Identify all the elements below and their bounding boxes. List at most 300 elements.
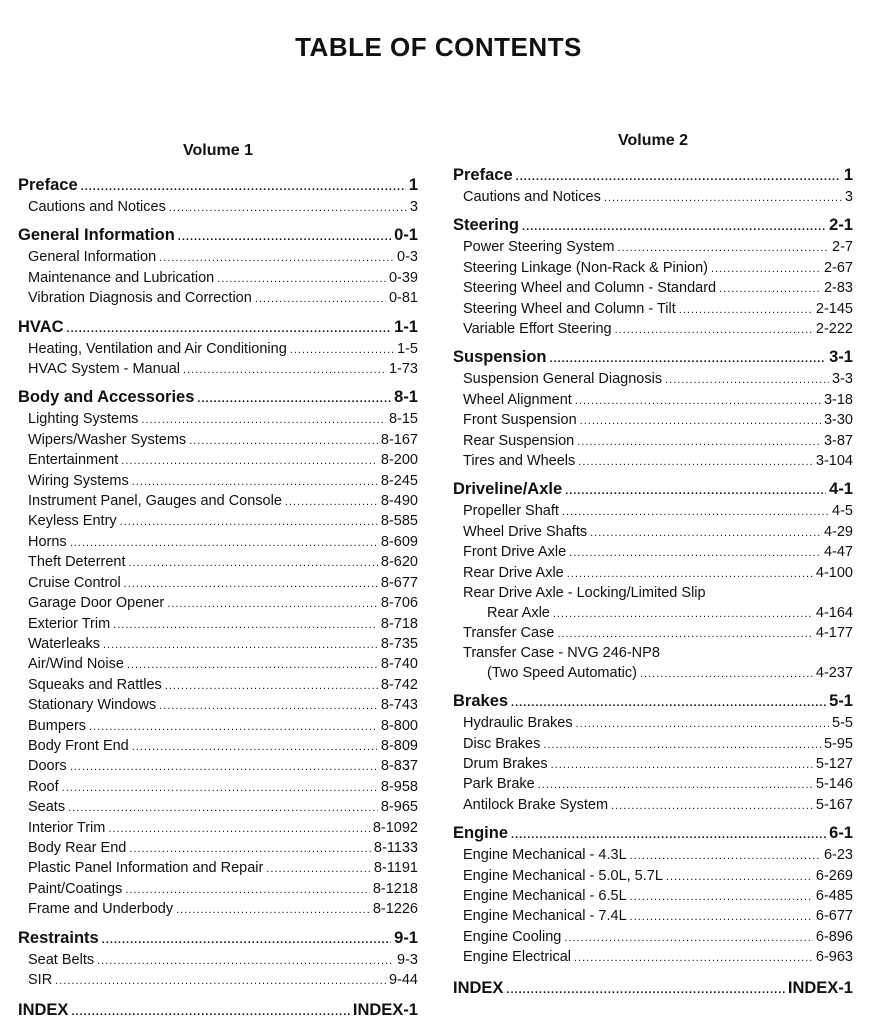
leader-dots (511, 824, 826, 846)
entry-page: 8-718 (380, 615, 418, 632)
toc-entry[interactable] (453, 735, 853, 755)
section-title: HVAC (18, 317, 64, 336)
entry-label: Power Steering System (463, 239, 615, 256)
entry-page: 8-958 (380, 778, 418, 795)
section-title: Suspension (453, 348, 547, 367)
leader-dots (711, 260, 821, 279)
toc-entry[interactable] (18, 472, 418, 492)
entry-label: HVAC System - Manual (28, 361, 181, 378)
leader-dots (141, 411, 386, 430)
entry-label: Instrument Panel, Gauges and Console (28, 493, 282, 510)
toc-entry[interactable] (453, 775, 853, 795)
toc-section (18, 316, 418, 381)
entry-page: 2-83 (823, 280, 853, 297)
section-title: Brakes (453, 692, 509, 711)
leader-dots (576, 715, 829, 734)
entry-page: 3 (844, 189, 853, 205)
entry-page: 9-3 (397, 951, 418, 968)
entry-label: (Two Speed Automatic) (487, 664, 637, 681)
leader-dots (577, 433, 821, 452)
toc-entry[interactable] (453, 259, 853, 279)
entry-page: 4-100 (815, 564, 853, 581)
section-header[interactable] (453, 822, 853, 846)
toc-entry[interactable] (18, 737, 418, 757)
leader-dots (62, 779, 378, 798)
section-page: 1-1 (394, 317, 418, 336)
leader-dots (266, 860, 371, 879)
leader-dots (132, 473, 378, 492)
toc-entry[interactable] (453, 370, 853, 390)
leader-dots (67, 318, 392, 340)
entry-label: Exterior Trim (28, 615, 111, 632)
toc-entry[interactable] (453, 948, 853, 968)
toc-entry[interactable] (18, 900, 418, 920)
entry-page: 8-809 (380, 737, 418, 754)
entry-label: Disc Brakes (463, 735, 541, 752)
toc-entry[interactable] (453, 279, 853, 299)
entry-label: Theft Deterrent (28, 554, 126, 571)
leader-dots (618, 239, 830, 258)
entry-label: Plastic Panel Information and Repair (28, 860, 264, 877)
entry-page: 9-44 (388, 972, 418, 988)
section-page: 5-1 (829, 692, 853, 711)
entry-page: 8-677 (380, 574, 418, 591)
leader-dots (129, 840, 371, 859)
section-header[interactable] (453, 690, 853, 714)
toc-entry[interactable] (18, 553, 418, 573)
entry-label: Cautions and Notices (463, 189, 601, 205)
leader-dots (159, 697, 378, 716)
toc-entry[interactable] (18, 533, 418, 553)
toc-entry[interactable] (453, 846, 853, 866)
entry-page: 4-177 (815, 624, 853, 641)
entry-page: 0-81 (388, 290, 418, 307)
entry-label: Squeaks and Rattles (28, 676, 162, 693)
toc-entry[interactable] (453, 188, 853, 208)
leader-dots (506, 979, 784, 1001)
leader-dots (189, 432, 378, 451)
toc-entry[interactable] (453, 796, 853, 816)
toc-entry[interactable] (453, 907, 853, 927)
entry-page: 1-5 (397, 340, 418, 357)
entry-label: Rear Drive Axle (463, 564, 564, 581)
entry-page: 4-164 (815, 604, 853, 621)
entry-page: 5-5 (832, 715, 853, 732)
leader-dots (165, 677, 378, 696)
entry-label: Steering Wheel and Column - Standard (463, 280, 717, 297)
leader-dots (578, 453, 813, 472)
leader-dots (167, 595, 378, 614)
entry-label: Wiring Systems (28, 472, 129, 489)
leader-dots (550, 348, 827, 370)
entry-label: Roof (28, 778, 59, 795)
entry-label: Body Front End (28, 737, 129, 754)
section-title: General Information (18, 226, 175, 245)
leader-dots (574, 949, 813, 968)
toc-entry[interactable] (453, 432, 853, 452)
toc-entry[interactable] (18, 289, 418, 309)
entry-page: 6-269 (815, 867, 853, 884)
toc-entry[interactable] (18, 512, 418, 532)
entry-page: 5-146 (815, 776, 853, 793)
leader-dots (176, 901, 370, 920)
entry-label: Maintenance and Lubrication (28, 269, 215, 286)
entry-label: Paint/Coatings (28, 880, 123, 897)
entry-page: 8-609 (380, 533, 418, 550)
index-entry[interactable] (18, 999, 418, 1023)
entry-label: Garage Door Opener (28, 595, 165, 612)
entry-page: 2-222 (815, 321, 853, 338)
leader-dots (113, 616, 378, 635)
leader-dots (538, 776, 813, 795)
toc-entry[interactable] (18, 971, 418, 991)
toc-entry[interactable] (18, 451, 418, 471)
toc-entry[interactable] (453, 624, 853, 644)
entry-label: Body Rear End (28, 839, 127, 856)
toc-entry[interactable] (453, 564, 853, 584)
toc-entry[interactable] (18, 696, 418, 716)
entry-label: Rear Axle (487, 604, 550, 621)
entry-label: Antilock Brake System (463, 796, 609, 813)
leader-dots (719, 280, 821, 299)
toc-entry[interactable] (453, 411, 853, 431)
leader-dots (630, 847, 821, 866)
toc-entry[interactable] (453, 867, 853, 887)
entry-label: Waterleaks (28, 635, 100, 652)
entry-page: 8-620 (380, 554, 418, 571)
leader-dots (81, 176, 406, 198)
entry-page: 8-837 (380, 758, 418, 775)
leader-dots (132, 738, 378, 757)
toc-entry[interactable] (18, 819, 418, 839)
toc-entry[interactable] (453, 887, 853, 907)
leader-dots (511, 692, 826, 714)
entry-label: Doors (28, 758, 67, 775)
volume-1-heading: Volume 1 (183, 142, 253, 159)
entry-label: Engine Mechanical - 6.5L (463, 887, 627, 904)
leader-dots (665, 371, 829, 390)
entry-label: Propeller Shaft (463, 503, 559, 520)
toc-entry[interactable] (18, 248, 418, 268)
entry-page: 6-23 (823, 847, 853, 864)
leader-dots (290, 341, 394, 360)
leader-dots (615, 321, 813, 340)
entry-page: 8-743 (380, 697, 418, 714)
toc-entry[interactable] (18, 198, 418, 218)
toc-section (18, 386, 418, 920)
index-page: INDEX-1 (787, 978, 853, 997)
entry-page: 8-585 (380, 513, 418, 530)
toc-entry[interactable] (18, 717, 418, 737)
section-page: 1 (843, 166, 853, 184)
entry-page: 6-963 (815, 949, 853, 966)
section-title: Engine (453, 824, 509, 843)
leader-dots (543, 736, 821, 755)
entry-label: Heating, Ventilation and Air Conditioning (28, 340, 287, 357)
entry-page: 0-3 (397, 249, 418, 266)
entry-page: 8-742 (380, 676, 418, 693)
toc-entry[interactable] (18, 615, 418, 635)
leader-dots (569, 544, 821, 563)
entry-label: Wheel Drive Shafts (463, 523, 588, 540)
entry-label: Wipers/Washer Systems (28, 431, 187, 448)
toc-entry[interactable] (18, 492, 418, 512)
toc-section (18, 927, 418, 992)
leader-dots (197, 388, 391, 410)
page-title: TABLE OF CONTENTS (295, 32, 582, 62)
entry-label: Vibration Diagnosis and Correction (28, 290, 252, 307)
leader-dots (557, 625, 813, 644)
toc-entry[interactable] (18, 798, 418, 818)
section-page: 0-1 (394, 226, 418, 245)
entry-label: Drum Brakes (463, 755, 548, 772)
entry-label: Bumpers (28, 717, 87, 734)
leader-dots (70, 758, 378, 777)
toc-entry[interactable] (453, 543, 853, 563)
toc-entry[interactable] (453, 502, 853, 522)
toc-entry[interactable] (18, 839, 418, 859)
leader-dots (127, 656, 378, 675)
entry-page: 4-29 (823, 523, 853, 540)
entry-page: 0-39 (388, 269, 418, 286)
entry-label: Entertainment (28, 452, 119, 469)
volume-2-column (453, 132, 853, 1001)
section-page: 6-1 (829, 824, 853, 843)
toc-entry[interactable] (453, 391, 853, 411)
entry-label: Engine Mechanical - 4.3L (463, 847, 627, 864)
entry-page: 3-30 (823, 412, 853, 429)
entry-label: SIR (28, 972, 53, 988)
index-title: INDEX (18, 1001, 69, 1020)
toc-entry[interactable] (18, 360, 418, 380)
index-entry[interactable] (453, 977, 853, 1001)
section-title: Restraints (18, 928, 99, 947)
leader-dots (590, 524, 821, 543)
leader-dots (553, 605, 813, 624)
section-header[interactable] (18, 927, 418, 951)
section-header[interactable] (453, 164, 853, 188)
section-page: 3-1 (829, 348, 853, 367)
entry-label: Rear Suspension (463, 432, 575, 449)
section-brakes (453, 690, 853, 816)
section-page: 2-1 (829, 216, 853, 235)
toc-entry[interactable] (18, 880, 418, 900)
section-page: 9-1 (394, 928, 418, 947)
section-header[interactable] (18, 316, 418, 340)
entry-page: 4-237 (815, 664, 853, 681)
toc-entry[interactable] (18, 757, 418, 777)
entry-page: 4-5 (832, 503, 853, 520)
leader-dots (565, 480, 826, 502)
toc-entry[interactable] (453, 320, 853, 340)
entry-label: Lighting Systems (28, 411, 139, 428)
entry-label: Suspension General Diagnosis (463, 371, 663, 388)
toc-entry[interactable] (453, 523, 853, 543)
section-driveline (453, 478, 853, 684)
index-page: INDEX-1 (352, 1001, 418, 1020)
leader-dots (551, 756, 813, 775)
leader-dots (666, 868, 813, 887)
leader-dots (611, 797, 813, 816)
entry-page: 3-87 (823, 432, 853, 449)
section-header[interactable] (18, 386, 418, 410)
section-page: 1 (408, 176, 418, 194)
entry-label: Tires and Wheels (463, 453, 576, 470)
leader-dots (121, 452, 378, 471)
toc-entry[interactable] (453, 714, 853, 734)
entry-label: Cruise Control (28, 574, 121, 591)
entry-label: Engine Mechanical - 5.0L, 5.7L (463, 867, 663, 884)
leader-dots (159, 249, 394, 268)
leader-dots (630, 888, 813, 907)
entry-page: 8-245 (380, 472, 418, 489)
section-page: 4-1 (829, 480, 853, 499)
entry-label: Wheel Alignment (463, 391, 572, 408)
leader-dots (71, 1001, 349, 1023)
toc-section (18, 224, 418, 309)
entry-page: 3 (409, 199, 418, 215)
toc-entry[interactable] (453, 300, 853, 320)
toc-entry[interactable] (18, 655, 418, 675)
toc-entry[interactable] (453, 604, 853, 624)
leader-dots (516, 166, 841, 188)
entry-page: 8-965 (380, 799, 418, 816)
leader-dots (89, 718, 378, 737)
toc-entry[interactable] (18, 859, 418, 879)
leader-dots (129, 554, 378, 573)
leader-dots (103, 636, 378, 655)
section-title: Preface (453, 166, 513, 184)
leader-dots (604, 189, 842, 208)
entry-label: Frame and Underbody (28, 901, 174, 918)
toc-entry[interactable] (18, 951, 418, 971)
entry-page: 8-800 (380, 717, 418, 734)
entry-label: Park Brake (463, 776, 535, 793)
toc-entry[interactable] (18, 431, 418, 451)
toc-entry[interactable] (18, 676, 418, 696)
leader-dots (580, 412, 821, 431)
toc-entry[interactable] (453, 664, 853, 684)
leader-dots (522, 216, 826, 238)
entry-page: 8-1092 (372, 819, 418, 836)
section-header[interactable] (18, 174, 418, 198)
leader-dots (183, 361, 386, 380)
leader-dots (564, 929, 813, 948)
toc-entry[interactable] (453, 928, 853, 948)
toc-section (18, 174, 418, 218)
toc-entry[interactable] (453, 452, 853, 472)
leader-dots (125, 881, 370, 900)
leader-dots (255, 290, 386, 309)
entry-page: 3-104 (815, 453, 853, 470)
entry-page: 8-740 (380, 656, 418, 673)
volume-1-sections (18, 174, 418, 991)
leader-dots (285, 493, 378, 512)
leader-dots (97, 952, 394, 971)
section-title: Steering (453, 216, 520, 235)
entry-page: 2-67 (823, 259, 853, 276)
entry-page: 4-47 (823, 544, 853, 561)
entry-page: 8-167 (380, 431, 418, 448)
section-header[interactable] (453, 478, 853, 502)
entry-page: 8-1226 (372, 901, 418, 918)
entry-page: 8-1218 (372, 880, 418, 897)
index-title: INDEX (453, 978, 504, 997)
entry-label: Transfer Case (463, 624, 555, 641)
entry-page: 6-485 (815, 887, 853, 904)
entry-page: 6-677 (815, 908, 853, 925)
entry-page: 5-167 (815, 796, 853, 813)
entry-label: General Information (28, 249, 157, 266)
entry-label: Seats (28, 799, 66, 816)
volume-2-heading: Volume 2 (618, 132, 688, 149)
entry-label: Hydraulic Brakes (463, 715, 573, 732)
leader-dots (124, 575, 378, 594)
section-header[interactable] (453, 346, 853, 370)
toc-entry[interactable] (18, 340, 418, 360)
leader-dots (169, 199, 407, 218)
toc-entry[interactable] (453, 238, 853, 258)
toc-entry[interactable] (18, 574, 418, 594)
toc-entry[interactable] (18, 635, 418, 655)
leader-dots (178, 226, 391, 248)
section-steering (453, 214, 853, 340)
toc-entry[interactable] (453, 584, 853, 603)
section-preface (453, 164, 853, 208)
toc-entry[interactable] (453, 644, 853, 663)
entry-page: 1-73 (388, 361, 418, 378)
leader-dots (108, 820, 370, 839)
section-title: Driveline/Axle (453, 480, 563, 499)
toc-entry[interactable] (18, 778, 418, 798)
entry-label: Steering Wheel and Column - Tilt (463, 300, 676, 317)
section-title: Preface (18, 176, 78, 194)
entry-page: 2-145 (815, 300, 853, 317)
entry-page: 8-1133 (373, 839, 418, 856)
toc-entry[interactable] (18, 269, 418, 289)
section-header[interactable] (453, 214, 853, 238)
entry-label: Front Drive Axle (463, 544, 567, 561)
section-suspension (453, 346, 853, 472)
toc-entry[interactable] (18, 594, 418, 614)
toc-entry[interactable] (18, 410, 418, 430)
leader-dots (575, 392, 821, 411)
toc-entry[interactable] (453, 755, 853, 775)
leader-dots (640, 665, 813, 684)
entry-label: Transfer Case - NVG 246-NP8 (463, 645, 660, 662)
volume-1-column (18, 142, 418, 1023)
entry-label: Seat Belts (28, 951, 95, 968)
entry-page: 5-127 (815, 755, 853, 772)
entry-label: Interior Trim (28, 819, 106, 836)
entry-label: Engine Electrical (463, 949, 571, 966)
leader-dots (102, 929, 391, 951)
entry-label: Engine Cooling (463, 928, 562, 945)
entry-page: 6-896 (815, 928, 853, 945)
entry-label: Keyless Entry (28, 513, 117, 530)
section-header[interactable] (18, 224, 418, 248)
entry-label: Cautions and Notices (28, 199, 166, 215)
leader-dots (55, 972, 386, 991)
section-title: Body and Accessories (18, 388, 195, 407)
entry-page: 8-706 (380, 595, 418, 612)
entry-page: 3-18 (823, 391, 853, 408)
section-page: 8-1 (394, 388, 418, 407)
entry-page: 8-490 (380, 493, 418, 510)
leader-dots (70, 534, 378, 553)
entry-label: Engine Mechanical - 7.4L (463, 908, 627, 925)
entry-page: 8-15 (388, 411, 418, 428)
